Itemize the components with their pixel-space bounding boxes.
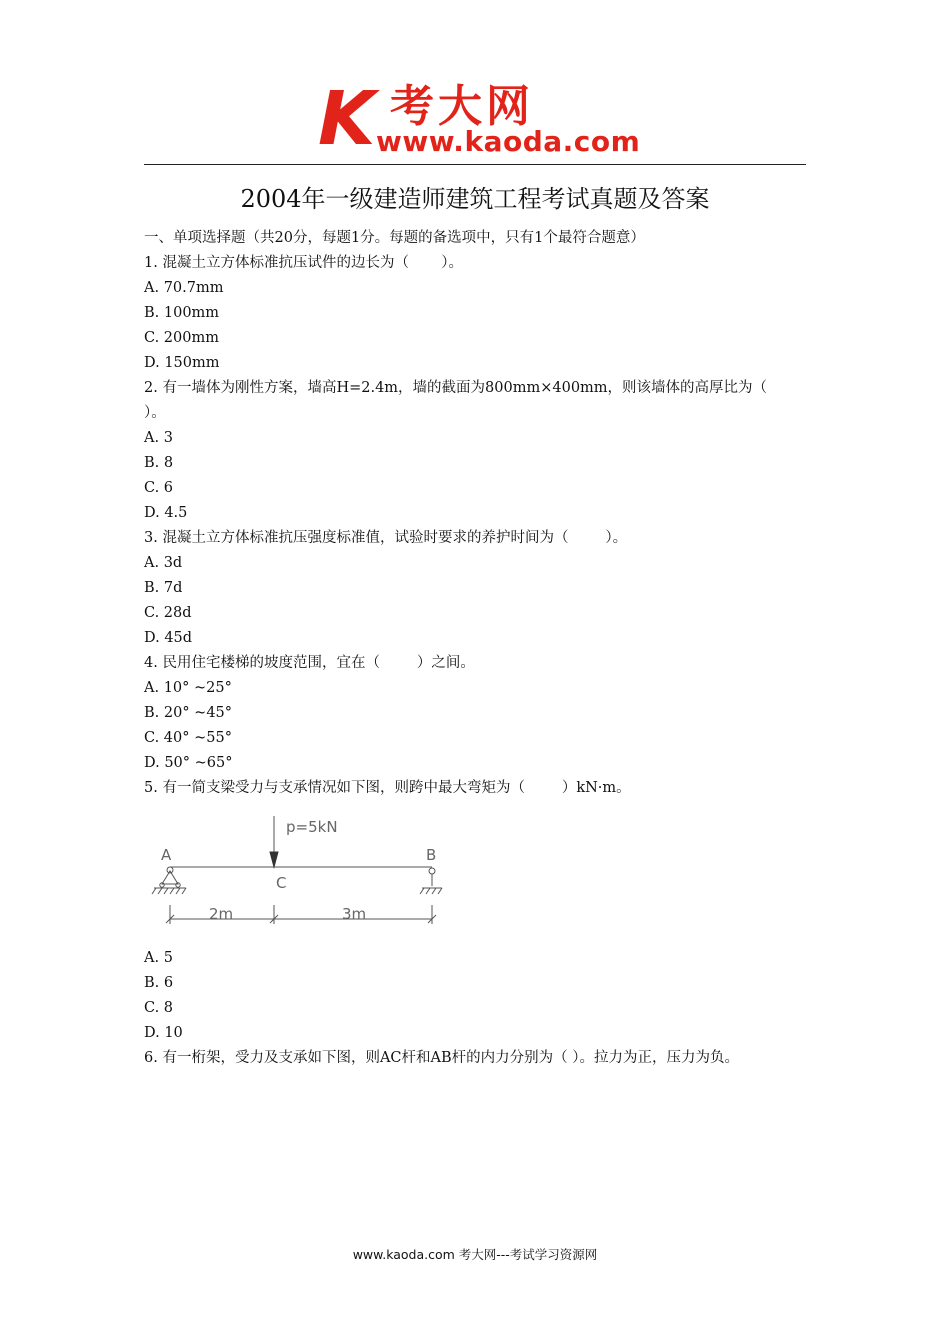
question-5: 5. 有一简支梁受力与支承情况如下图，则跨中最大弯矩为（ ）kN·m。 xyxy=(144,780,631,796)
option-1c: C. 200mm xyxy=(144,330,219,346)
point-b-label: B xyxy=(426,846,437,864)
option-3a: A. 3d xyxy=(144,555,183,571)
question-1: 1. 混凝土立方体标准抗压试件的边长为（ ）。 xyxy=(144,255,463,271)
option-4c: C. 40° ~55° xyxy=(144,730,232,746)
logo-k-mark: K xyxy=(318,76,376,162)
option-5b: B. 6 xyxy=(144,975,174,991)
option-1d: D. 150mm xyxy=(144,355,220,371)
option-2a: A. 3 xyxy=(144,430,173,446)
option-3d: D. 45d xyxy=(144,630,193,646)
support-a-icon xyxy=(152,867,186,894)
section-heading: 一、单项选择题（共20分，每题1分。每题的备选项中，只有1个最符合题意） xyxy=(144,230,645,246)
option-1b: B. 100mm xyxy=(144,305,220,321)
option-2c: C. 6 xyxy=(144,480,174,496)
option-3c: C. 28d xyxy=(144,605,192,621)
option-5a: A. 5 xyxy=(144,950,173,966)
span-cb-label: 3m xyxy=(342,905,367,923)
question-body-continued xyxy=(144,946,808,1071)
point-c-label: C xyxy=(276,874,287,892)
logo-site-name: 考大网 xyxy=(390,81,534,132)
question-2: 2. 有一墙体为刚性方案，墙高H=2.4m，墙的截面为800mm×400mm，则该墙体的高厚比为（ xyxy=(144,380,768,396)
question-2-continued: ）。 xyxy=(144,405,166,421)
option-1a: A. 70.7mm xyxy=(144,280,224,296)
option-5d: D. 10 xyxy=(144,1025,183,1041)
support-b-icon xyxy=(420,868,442,894)
point-a-label: A xyxy=(161,846,172,864)
question-body xyxy=(144,226,808,801)
option-4a: A. 10° ~25° xyxy=(144,680,232,696)
question-3: 3. 混凝土立方体标准抗压强度标准值，试验时要求的养护时间为（ ）。 xyxy=(144,530,628,546)
option-4b: B. 20° ~45° xyxy=(144,705,233,721)
page-footer: www.kaoda.com 考大网---考试学习资源网 xyxy=(352,1247,598,1262)
question-4: 4. 民用住宅楼梯的坡度范围，宜在（ ）之间。 xyxy=(144,655,475,671)
document-title: 2004年一级建造师建筑工程考试真题及答案 xyxy=(240,185,710,213)
load-label: p=5kN xyxy=(286,818,338,836)
option-5c: C. 8 xyxy=(144,1000,174,1016)
option-3b: B. 7d xyxy=(144,580,183,596)
header-divider xyxy=(144,164,806,165)
beam-diagram xyxy=(150,808,450,930)
load-arrow-head xyxy=(270,852,278,867)
option-4d: D. 50° ~65° xyxy=(144,755,233,771)
logo-url: www.kaoda.com xyxy=(376,125,641,158)
span-ac-label: 2m xyxy=(209,905,234,923)
question-6: 6. 有一桁架，受力及支承如下图，则AC杆和AB杆的内力分别为（ ）。拉力为正，压力为负。 xyxy=(144,1050,739,1066)
option-2d: D. 4.5 xyxy=(144,505,188,521)
option-2b: B. 8 xyxy=(144,455,174,471)
kaoda-logo xyxy=(318,76,641,162)
